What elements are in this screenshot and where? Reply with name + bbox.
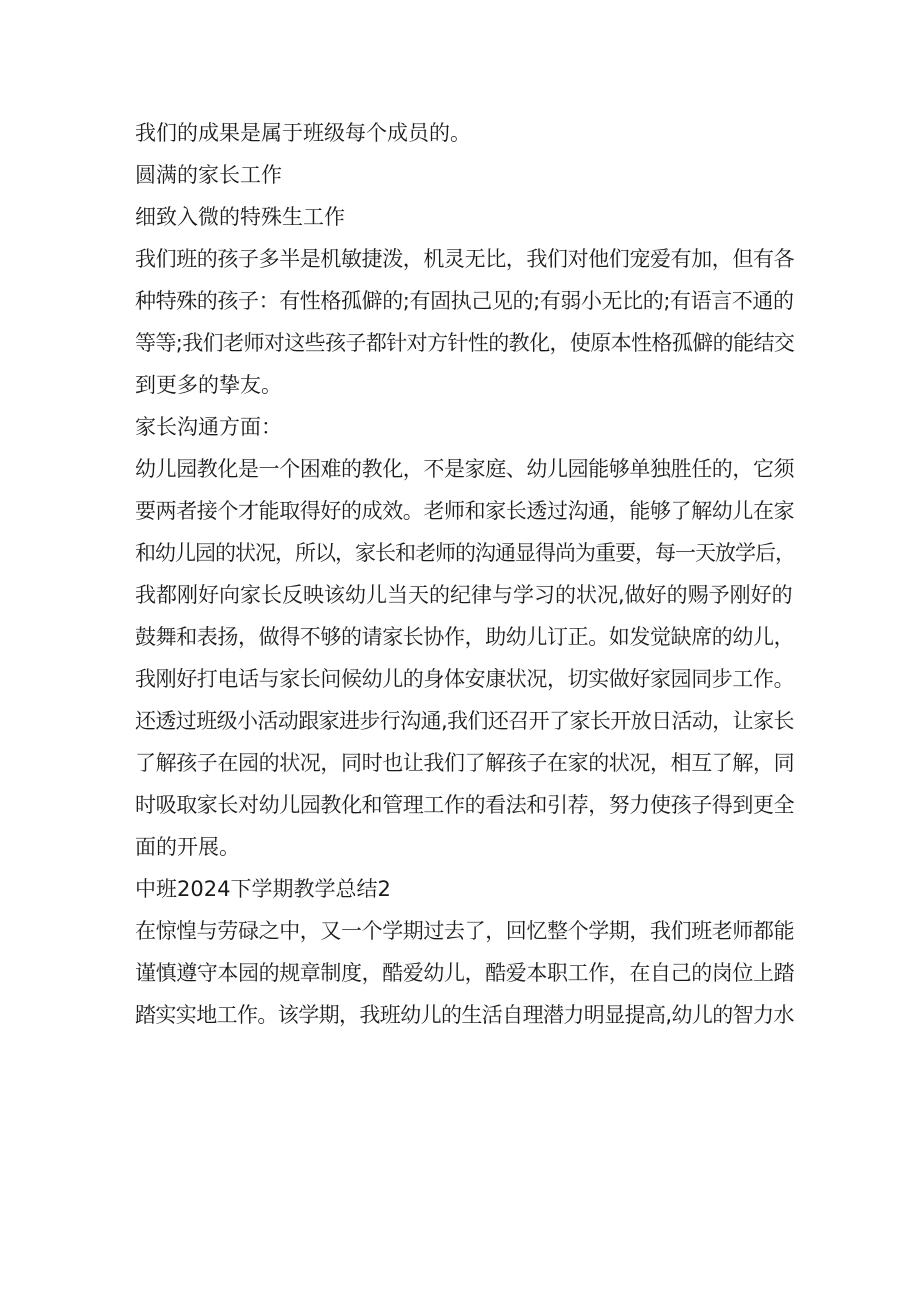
document-body [135, 112, 795, 1036]
text-line: 还透过班级小活动跟家进步行沟通,我们还召开了家长开放日活动，让家长 [135, 709, 794, 733]
section-heading: 圆满的家长工作 [135, 163, 282, 187]
text-line: 到更多的挚友。 [135, 373, 282, 397]
text-line: 在惊惶与劳碌之中，又一个学期过去了，回忆整个学期，我们班老师都能 [135, 919, 795, 943]
text-line: 鼓舞和表扬，做得不够的请家长协作，助幼儿订正。如发觉缺席的幼儿， [135, 625, 795, 649]
text-line: 我都刚好向家长反映该幼儿当天的纪律与学习的状况,做好的赐予刚好的 [135, 583, 793, 607]
text-line: 我刚好打电话与家长问候幼儿的身体安康状况，切实做好家园同步工作。 [135, 667, 795, 691]
text-line: 幼儿园教化是一个困难的教化，不是家庭、幼儿园能够单独胜任的，它须 [135, 457, 795, 481]
section-heading: 细致入微的特殊生工作 [135, 205, 345, 229]
text-line: 谨慎遵守本园的规章制度，酷爱幼儿，酷爱本职工作，在自己的岗位上踏 [135, 961, 795, 985]
text-line: 面的开展。 [135, 835, 240, 859]
section-heading: 中班2024下学期教学总结2 [135, 877, 391, 901]
section-heading: 家长沟通方面： [135, 415, 282, 439]
text-line: 要两者接个才能取得好的成效。老师和家长透过沟通，能够了解幼儿在家 [135, 499, 795, 523]
text-line: 我们的成果是属于班级每个成员的。 [135, 121, 471, 145]
text-line: 时吸取家长对幼儿园教化和管理工作的看法和引荐，努力使孩子得到更全 [135, 793, 795, 817]
text-line: 等等;我们老师对这些孩子都针对方针性的教化，使原本性格孤僻的能结交 [135, 331, 795, 355]
text-line: 踏实实地工作。该学期，我班幼儿的生活自理潜力明显提高,幼儿的智力水 [135, 1003, 794, 1027]
text-line: 和幼儿园的状况，所以，家长和老师的沟通显得尚为重要，每一天放学后， [135, 541, 795, 565]
text-line: 种特殊的孩子：有性格孤僻的;有固执己见的;有弱小无比的;有语言不通的 [135, 289, 794, 313]
text-line: 了解孩子在园的状况，同时也让我们了解孩子在家的状况，相互了解，同 [135, 751, 795, 775]
text-line: 我们班的孩子多半是机敏捷泼，机灵无比，我们对他们宠爱有加，但有各 [135, 247, 795, 271]
